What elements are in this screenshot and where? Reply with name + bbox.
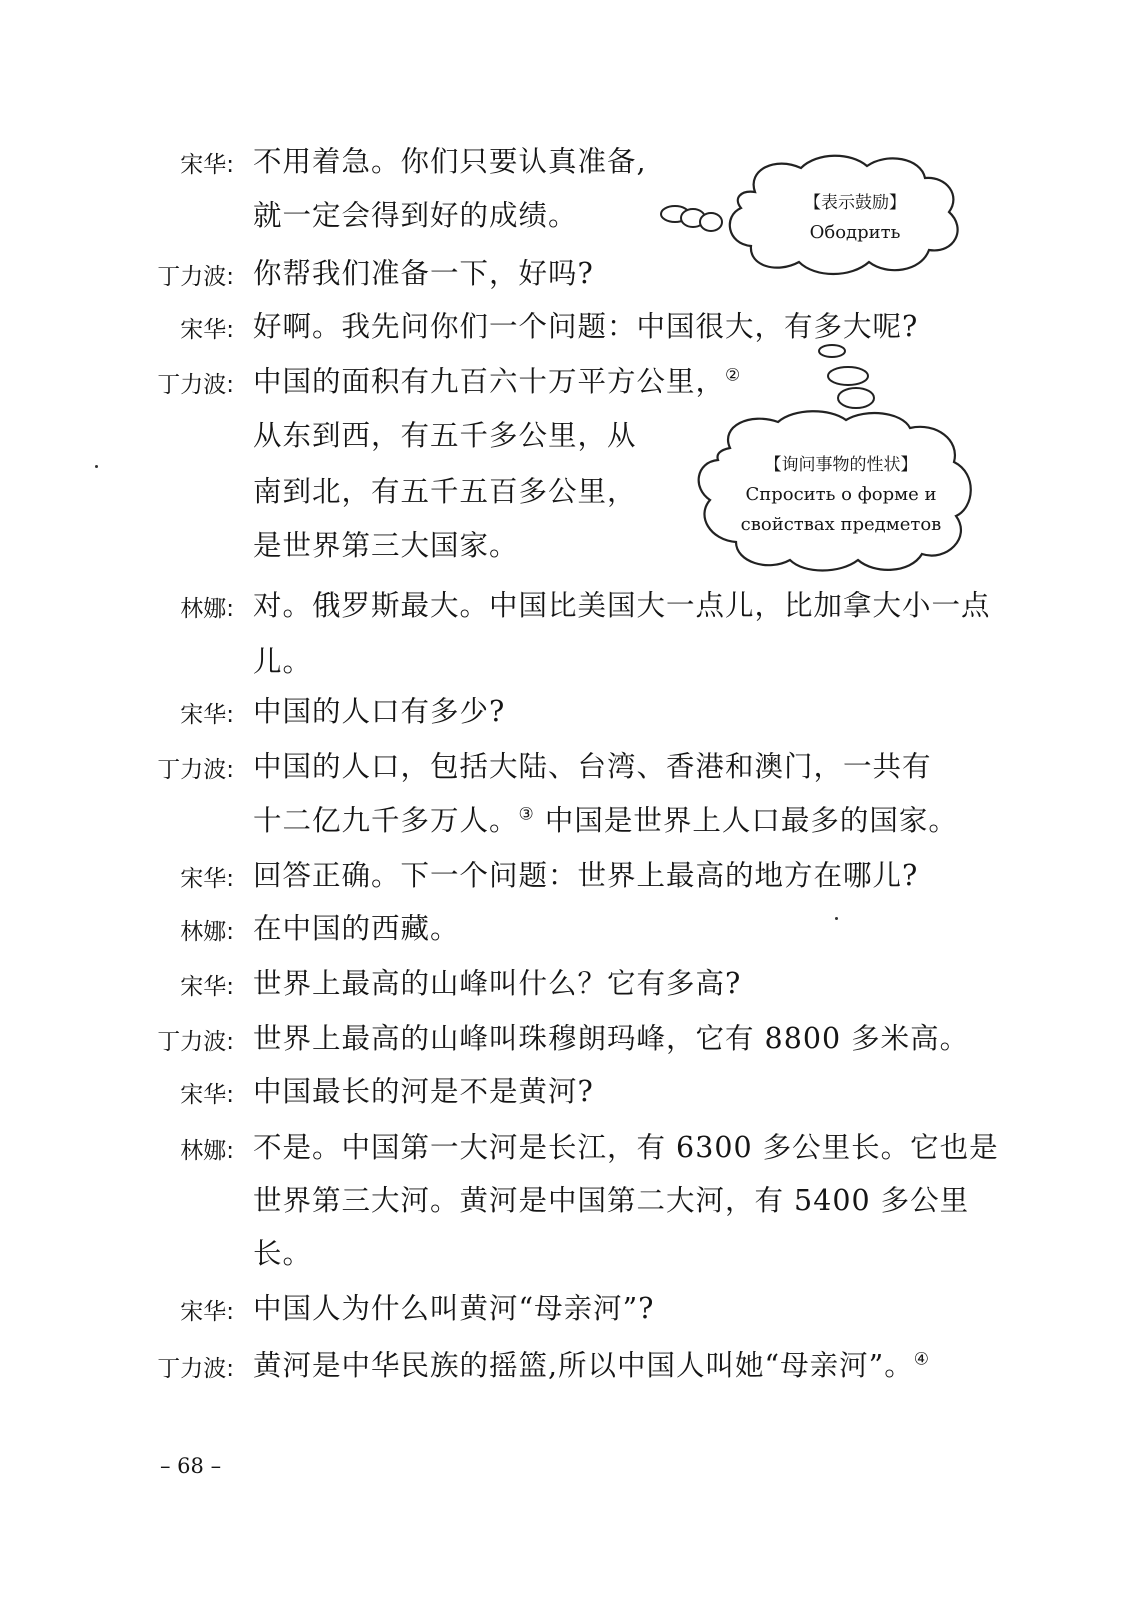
dialogue-line: 中国人为什么叫黄河“母亲河”? xyxy=(253,1292,655,1325)
dialogue-line: 儿。 xyxy=(253,645,313,678)
dialogue-line: 世界上最高的山峰叫珠穆朗玛峰，它有 8800 多米高。 xyxy=(253,1022,970,1055)
scan-speck xyxy=(95,465,98,468)
speaker-label: 宋华: xyxy=(180,702,234,728)
dialogue-line: 回答正确。下一个问题：世界上最高的地方在哪儿? xyxy=(253,859,919,892)
footnote-ref: ④ xyxy=(913,1349,930,1370)
speaker-label: 宋华: xyxy=(180,866,234,892)
dialogue-line: 是世界第三大国家。 xyxy=(253,529,519,562)
speaker-label: 宋华: xyxy=(180,1082,234,1108)
speaker-label: 林娜: xyxy=(180,919,234,945)
speaker-label: 宋华: xyxy=(180,1299,234,1325)
speaker-label: 宋华: xyxy=(180,317,234,343)
dialogue-line xyxy=(253,1348,930,1384)
note-cloud-ask-properties xyxy=(690,408,980,573)
footnote-ref: ③ xyxy=(518,804,535,825)
dialogue-line xyxy=(253,364,741,400)
dialogue-line-text: 中国的面积有九百六十万平方公里， xyxy=(253,365,726,398)
speaker-label: 林娜: xyxy=(180,596,234,622)
speaker-label: 丁力波: xyxy=(157,757,234,783)
speaker-label: 丁力波: xyxy=(157,264,234,290)
dialogue-line: 南到北，有五千五百多公里， xyxy=(253,475,637,508)
note-cloud-encourage xyxy=(655,150,975,280)
page-number: – 68 – xyxy=(160,1454,222,1478)
note-translation: Ободрить xyxy=(809,222,901,243)
dialogue-line: 中国最长的河是不是黄河? xyxy=(253,1075,594,1108)
dialogue-line: 从东到西，有五千多公里，从 xyxy=(253,419,637,452)
speaker-label: 丁力波: xyxy=(157,1356,234,1382)
dialogue-line: 就一定会得到好的成绩。 xyxy=(253,199,578,232)
dialogue-line: 对。俄罗斯最大。中国比美国大一点儿，比加拿大小一点 xyxy=(253,589,991,622)
dialogue-line-text: 黄河是中华民族的摇篮,所以中国人叫她“母亲河”。 xyxy=(253,1349,914,1382)
note-translation: свойствах предметов xyxy=(740,514,942,535)
speaker-label: 宋华: xyxy=(180,152,234,178)
dialogue-line: 好啊。我先问你们一个问题：中国很大，有多大呢? xyxy=(253,310,919,343)
speaker-label: 林娜: xyxy=(180,1138,234,1164)
dialogue-line: 中国的人口，包括大陆、台湾、香港和澳门，一共有 xyxy=(253,750,932,783)
dialogue-line: 你帮我们准备一下，好吗? xyxy=(253,257,594,290)
speaker-label: 宋华: xyxy=(180,974,234,1000)
footnote-ref: ② xyxy=(725,365,742,386)
note-translation: Спросить о форме и xyxy=(745,484,937,505)
dialogue-line: 世界上最高的山峰叫什么？它有多高? xyxy=(253,967,742,1000)
note-function-label: 【询问事物的性状】 xyxy=(764,455,918,475)
scan-speck xyxy=(835,917,838,920)
thought-bubbles-icon xyxy=(810,338,880,413)
dialogue-line-text: 中国是世界上人口最多的国家。 xyxy=(544,804,958,837)
dialogue-line-text: 十二亿九千多万人。 xyxy=(253,804,519,837)
dialogue-line: 中国的人口有多少? xyxy=(253,695,506,728)
speaker-label: 丁力波: xyxy=(157,1029,234,1055)
note-function-label: 【表示鼓励】 xyxy=(804,193,906,213)
dialogue-line xyxy=(253,803,958,839)
dialogue-line: 长。 xyxy=(253,1237,313,1270)
speaker-label: 丁力波: xyxy=(157,372,234,398)
dialogue-line: 不用着急。你们只要认真准备, xyxy=(253,145,647,178)
dialogue-line: 在中国的西藏。 xyxy=(253,912,460,945)
dialogue-line: 不是。中国第一大河是长江，有 6300 多公里长。它也是 xyxy=(253,1131,999,1164)
dialogue-line: 世界第三大河。黄河是中国第二大河，有 5400 多公里 xyxy=(253,1184,970,1217)
